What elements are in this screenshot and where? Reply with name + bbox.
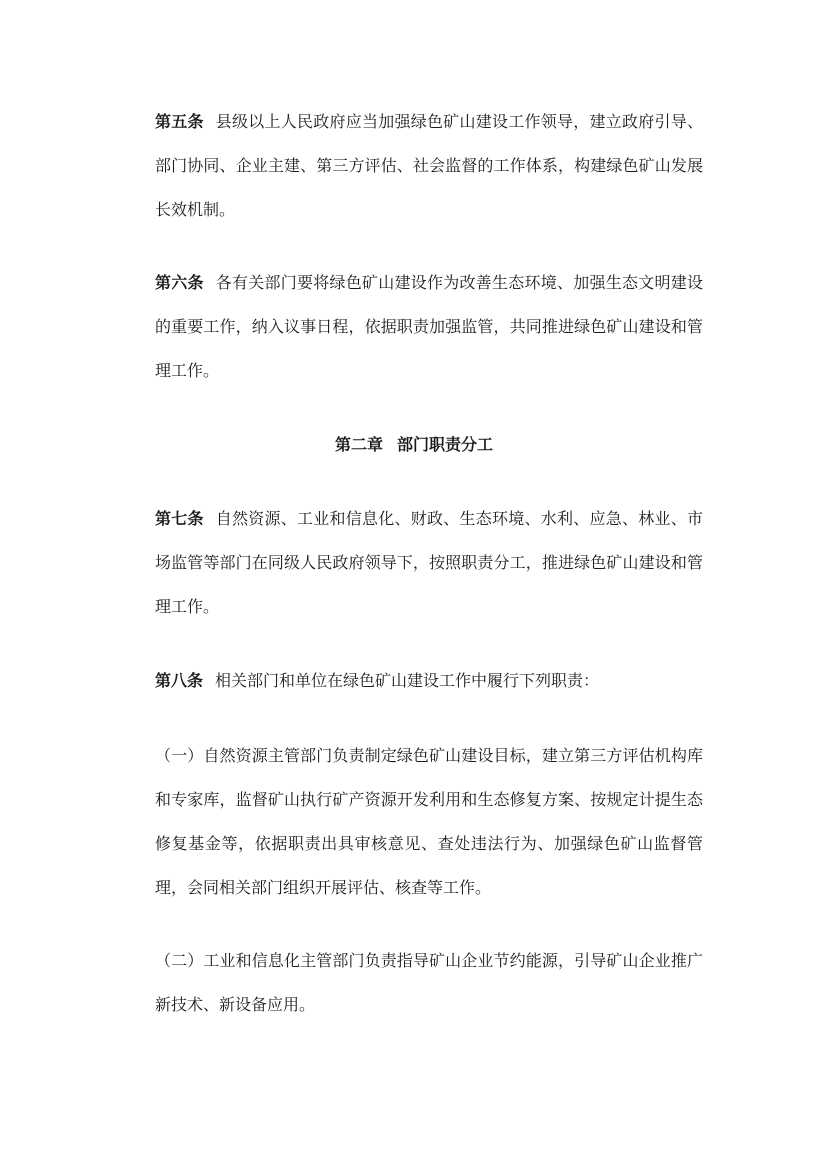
article-8-text: 相关部门和单位在绿色矿山建设工作中履行下列职责： [215,671,600,690]
chapter-title: 部门职责分工 [397,435,494,454]
article-7-text: 自然资源、工业和信息化、财政、生态环境、水利、应急、林业、市场监管等部门在同级人民政府领导下，按照职责分工，推进绿色矿山建设和管理工作。 [155,509,703,616]
item-2: （二）工业和信息化主管部门负责指导矿山企业节约能源，引导矿山企业推广新技术、新设备应用。 [155,951,703,1014]
item-1: （一）自然资源主管部门负责制定绿色矿山建设目标，建立第三方评估机构库和专家库，监督矿山执行矿产资源开发利用和生态修复方案、按规定计提生态修复基金等，依据职责出具审核意见、查处违法行为、加强绿色矿山监督管理，会同相关部门组织开展评估、核查等工作。 [155,746,703,897]
article-5 [125,100,703,232]
article-6-text: 各有关部门要将绿色矿山建设作为改善生态环境、加强生态文明建设的重要工作，纳入议事日程，依据职责加强监管，共同推进绿色矿山建设和管理工作。 [155,273,703,380]
article-5-label: 第五条 [155,112,204,131]
article-6-label: 第六条 [155,273,204,292]
article-6 [125,261,703,393]
chapter-heading [125,423,703,467]
article-8-label: 第八条 [155,671,204,690]
article-7 [125,497,703,629]
article-7-label: 第七条 [155,509,204,528]
article-5-text: 县级以上人民政府应当加强绿色矿山建设工作领导，建立政府引导、部门协同、企业主建、第三方评估、社会监督的工作体系，构建绿色矿山发展长效机制。 [155,112,703,219]
article-8 [125,659,703,703]
chapter-number: 第二章 [334,435,383,454]
